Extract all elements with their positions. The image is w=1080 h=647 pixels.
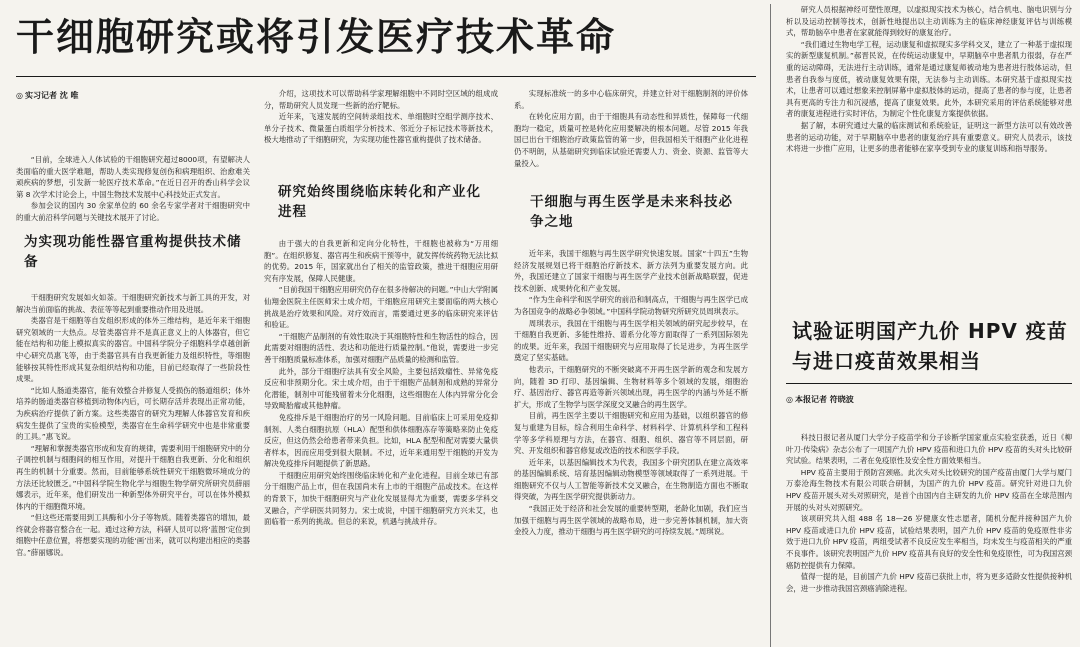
- paragraph: 类器官是干细胞等自发组织形成的体外三维结构，是近年来干细胞研究领域的一大热点。尽管类器官并不是真正意义上的人体器官，但它能在结构和功能上模拟真实的器官。中国科学院分子细胞科学卓越创新中心研究员惠飞等，由于类器官具有自我更新能力及组织特性，等细胞能够按其特性形成其复杂组织结构和功能，目前已经取得了一些阶段性成果。: [16, 316, 250, 384]
- paragraph: “但这些还需要用到工具酶和小分子等物质。随着类器官的增加，最终就会将器官整合在一起。通过这种方法，科研人员可以将‘蓝图’定位到细胞中任意位置，将想要实现的功能‘画’出来，就可以构建出相应的类器官。”薛丽娜说。: [16, 513, 250, 558]
- paragraph: 科技日报记者从厦门大学分子疫苗学和分子诊断学国家重点实验室获悉，近日《柳叶刀·传染病》杂志公布了一项国产九价 HPV 疫苗和进口九价 HPV 疫苗的头对头比较研究试验。结果表明，二者在免疫原性及安全性方面效果相当。: [786, 433, 1072, 466]
- paragraph: 实现标准统一的多中心临床研究，并建立针对干细胞制剂的评价体系。: [514, 89, 748, 110]
- byline-text: 本报记者 符晓波: [794, 395, 854, 404]
- circle-bullet-icon: ◎: [786, 395, 793, 404]
- paragraph: 他表示，干细胞研究的不断突破离不开再生医学新的观念和发展方向，随着 3D 打印、基因编辑、生物材料等多个领域的发展，细胞治疗、基因治疗、器官再造等新兴领域出现，再生医学的内涵与外延不断扩大，形成了生物学与医学深度交叉融合的再生医学。: [514, 364, 748, 409]
- paragraph: 研究人员根据神经可塑性原理，以虚拟现实技术为核心，结合机电、脑电识别与分析以及运动控制等技术，创新性地提出以主动训练为主的临床神经康复评估与训练模式，帮助脑卒中患者在家就能得到较好的康复治疗。: [786, 5, 1072, 38]
- paragraph: 值得一提的是，目前国产九价 HPV 疫苗已获批上市，将为更多适龄女性提供接种机会，进一步推动我国宫颈癌消除进程。: [786, 572, 1072, 593]
- paragraph: 干细胞应用研究始终围绕临床转化和产业化进程。目前全球已有部分干细胞产品上市，但在我国尚未有上市的干细胞产品或技术。在这样的背景下，加快干细胞研究与产业化发展显得尤为重要，需要多学科交叉融合，产学研医共同努力。宋士成说，中国干细胞研究方兴未艾，也面临着一系列的挑战。但总的来说，机遇与挑战并存。: [264, 470, 498, 527]
- article-column-2-top: [264, 88, 498, 174]
- paragraph: 近年来，飞速发展的空间转录组技术、单细胞时空组学测序技术、单分子技术、微量蛋白质组学分析技术、邻近分子标记技术等新技术，极大地推动了干细胞研究，为实现功能性器官重构提供了技术储备。: [264, 112, 498, 145]
- article2-rule: [786, 383, 1072, 384]
- article-column-1-bottom: [16, 292, 250, 647]
- paragraph: 干细胞研究发展如火如荼。干细胞研究新技术与新工具的开发，对解决当前面临的挑战、表征等等起到重要推动作用及进展。: [16, 293, 250, 314]
- right-column-top: [786, 4, 1072, 282]
- article2-headline: 试验证明国产九价 HPV 疫苗与进口疫苗效果相当: [792, 319, 1068, 373]
- byline-text: 实习记者 沈 唯: [24, 91, 79, 100]
- circle-bullet-icon: ◎: [16, 91, 23, 100]
- paragraph: “作为生命科学和医学研究的前沿和制高点，干细胞与再生医学已成为各国竞争的战略必争领域。”中国科学院动物研究所研究员周琪表示。: [514, 295, 748, 316]
- paragraph: 目前，再生医学主要以干细胞研究和应用为基础，以组织器官的修复与重建为目标，综合利用生命科学、材料科学、计算机科学和工程科学等多学科原理与方法，在器官、细胞、组织、器官等不同层面，研究、开发组织和器官修复或改造的技术和医学手段。: [514, 411, 748, 456]
- paragraph: 免疫排斥是干细胞治疗的另一风险问题。目前临床上可采用免疫抑制剂、人类白细胞抗原（HLA）配型和供体细胞冻存等策略来防止免疫反应，但这仍然会给患者带来负担。比如，HLA 配型和配对需要大量供者样本，因而应用受到很大限制。不过，近年来通用型干细胞的开发为解决免疫排斥问题提供了新思路。: [264, 412, 498, 469]
- paragraph: HPV 疫苗主要用于预防宫颈癌。此次头对头比较研究的国产疫苗由厦门大学与厦门万泰沧海生物技术有限公司联合研制，为国产的九价 HPV 疫苗。研究针对进口九价 HPV 疫苗开展头对头对照研究，是首个由国内自主研发的九价 HPV 疫苗在全球范围内开展的头对头对照研究。: [786, 467, 1072, 512]
- paragraph: 近年来，以基因编辑技术为代表，我国多个研究团队在建立高效率的基因编辑系统、培育基因编辑动物模型等领域取得了一系列进展。干细胞研究不仅与人工智能等新技术交叉融合，在生物制造方面也不断取得突破，为再生医学研究提供新动力。: [514, 457, 748, 502]
- paragraph: “我们通过生物电学工程，运动康复和虚拟现实多学科交叉，建立了一种基于虚拟现实的新型康复机制。”郝晋民说，在传统运动康复中，早期脑卒中患者肌力很弱，存在严重的运动障碍，无法进行主动训练，通常是通过康复师被动地为患者进行肢体运动，但患者自我参与度低，被动康复效果有限，无法参与主动训练。本研究基于虚拟现实技术，让患者可以通过想象来控制屏幕中虚拟肢体的运动，提高了患者的参与度，让患者具有更高的专注力和沉浸感，提高了康复效果。此外，本研究采用的评估系统能够对患者的康复进程进行实时评估，为制定个性化康复方案提供依据。: [786, 39, 1072, 119]
- paragraph: “我国正处于经济和社会发展的重要转型期，老龄化加剧，我们应当加强干细胞与再生医学领域的战略布局，进一步完善体制机制，加大资金投入力度，推动干细胞与再生医学研究的可持续发展。”周琪说。: [514, 504, 748, 537]
- article-byline: [16, 90, 176, 102]
- paragraph: “目前，全球进入人体试验的干细胞研究超过8000项，有望解决人类面临的重大医学难题，帮助人类实现修复创伤和病理组织、治愈难关顽疾病的梦想，引发新一轮医疗技术革命。”在近日召开的香山科学会议第 8 次学术讨论会上，中国生物技术发展中心科技处正式发言。: [16, 155, 250, 199]
- article2-body: [786, 432, 1072, 647]
- paragraph: “目前我国干细胞应用研究仍存在很多待解决的问题。”中山大学附属仙翔金医院主任医师宋士成介绍，干细胞应用研究主要面临的两大核心挑战是治疗效果和风险。对疗效而言，需要通过更多的临床研究来评估和验证。: [264, 285, 498, 330]
- paragraph: 由于强大的自我更新和定向分化特性，干细胞也被称为“万用细胞”。在组织修复、器官再生和疾病干预等中，就发挥传统药物无法比拟的优势。2015 年，国家就出台了相关的监管政策，推进干细胞应用研究有序发展，保障人民健康。: [264, 239, 498, 283]
- paragraph: 据了解，本研究通过大量的临床测试和系统验证，证明这一新型方法可以有效改善患者的运动功能，对于早期脑卒中患者的康复治疗具有重要意义。研究人员表示，该技术将进一步推广应用，让更多的患者能够在家享受到专业的康复训练和指导服务。: [786, 120, 1072, 154]
- paragraph: 介绍，这项技术可以帮助科学家理解细胞中不同时空区域的组成成分，帮助研究人员发现一些新的治疗靶标。: [264, 89, 498, 110]
- paragraph: 近年来，我国干细胞与再生医学研究快速发展。国家“十四五”生物经济发展规划已将干细胞治疗新技术、新方法列为重要发展方向。此外，我国还建立了国家干细胞与再生医学产业技术创新战略联盟，促进技术创新、成果转化和产业发展。: [514, 249, 748, 293]
- article-column-3-bottom: [514, 248, 748, 647]
- paragraph: 该项研究共入组 488 名 18—26 岁健康女性志愿者，随机分配并接种国产九价 HPV 疫苗或进口九价 HPV 疫苗，试验结果表明，国产九价 HPV 疫苗的免疫原性非劣效于进口九价 HPV 疫苗，两组受试者不良反应发生率相当，均未发生与疫苗相关的严重不良事件。该研究表明国产九价 HPV 疫苗具有良好的安全性和免疫原性，可为我国宫颈癌防控提供有力保障。: [786, 514, 1072, 570]
- paragraph: “理解和掌握类器官形成和发育的规律，需要利用干细胞研究中的分子调控机制与细胞间的相互作用，对提升干细胞自我更新、分化和组织再生的机制十分重要。然而，目前能够系统性研究干细胞微环境成分的方法还比较匮乏。”中国科学院生物化学与细胞生物学研究所研究员薛丽娜表示，近年来，他们研发出一种新型体外研究平台，可以在体外模拟体内的干细胞微环境。: [16, 443, 250, 511]
- article-column-1-top: [16, 154, 250, 230]
- subheading-1: 为实现功能性器官重构提供技术储备: [24, 234, 242, 270]
- article2-byline: [786, 394, 986, 406]
- article-column-3-top: [514, 88, 748, 178]
- subheading-2: 研究始终围绕临床转化和产业化进程: [278, 184, 481, 220]
- paragraph: “干细胞产品制剂的有效性取决于其细胞特性和生物活性的综合，因此需要对细胞的活性、表达和功能进行质量控制。”他说，需要进一步完善干细胞质量标准体系，加强对细胞产品质量的检测和监管。: [264, 331, 498, 364]
- article-headline: 干细胞研究或将引发医疗技术革命: [16, 15, 617, 59]
- paragraph: 此外，部分干细胞疗法具有安全风险，主要包括致瘤性、异常免疫反应和非预期分化。宋士成介绍，由于干细胞产品制剂和成熟的异常分化潜能，制剂中可能残留着未分化细胞，这些细胞在人体内异常分化会导致畸胎瘤或其他肿瘤。: [264, 366, 498, 411]
- paragraph: 参加会议的国内 30 余家单位的 60 余名专家学者对干细胞研究中的重大前沿科学问题与关键技术展开了讨论。: [16, 201, 250, 222]
- paragraph: “比如人肠道类器官，能有效整合并修复人受损伤的肠道组织；体外培养的肠道类器官移植到动物体内后，可长期存活并表现出正常功能，为疾病治疗提供了新方案。这些类器官的研究为理解人体器官发育和疾病发生提供了宝贵的实验模型，类器官在生命科学研究中也是非常重要的工具。”惠飞说。: [16, 385, 250, 442]
- paragraph: 周琪表示，我国在干细胞与再生医学相关领域的研究起步较早，在干细胞自我更新、多能性维持、谱系分化等方面取得了一系列国际领先的成果。近年来，我国干细胞研究与应用取得了长足进步，为再生医学奠定了坚实基础。: [514, 318, 748, 363]
- section-divider: [770, 4, 771, 647]
- paragraph: 在转化应用方面，由于干细胞具有动态性和异质性，保障每一代细胞均一稳定，质量可控是转化应用要解决的根本问题。尽管 2015 年我国已出台干细胞治疗政策监管的第一步，但我国相关干细胞产业化进程仍不明朗，从基础研究到临床试验还需要人力、资金、资源、监管等大量投入。: [514, 112, 748, 168]
- headline-rule: [16, 76, 756, 77]
- article-column-2-bottom: [264, 238, 498, 647]
- subheading-3: 干细胞与再生医学是未来科技必争之地: [530, 194, 733, 230]
